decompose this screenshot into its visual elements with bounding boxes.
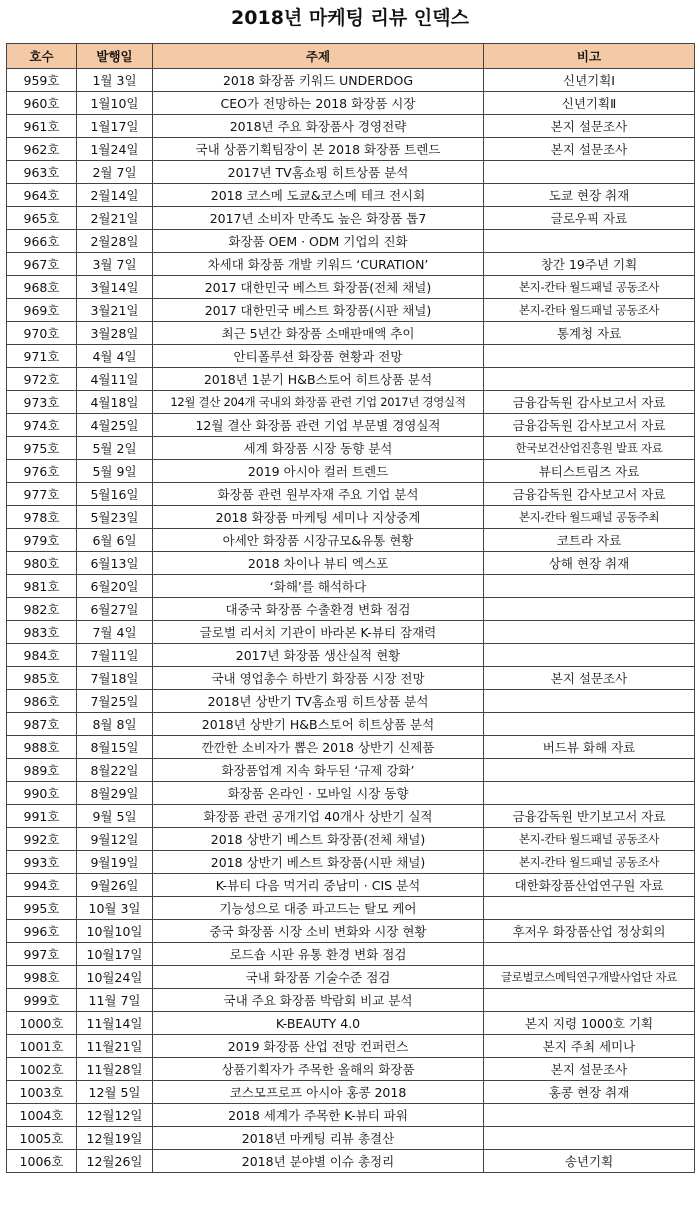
table-row <box>7 184 695 207</box>
publish-date-cell: 4월18일 <box>77 391 153 414</box>
issue-number-cell: 991호 <box>7 805 77 828</box>
table-row <box>7 920 695 943</box>
issue-number-cell: 1002호 <box>7 1058 77 1081</box>
topic-cell: 국내 영업총수 하반기 화장품 시장 전망 <box>153 667 484 690</box>
remarks-cell: 창간 19주년 기획 <box>484 253 695 276</box>
topic-cell: 2018년 상반기 TV홈쇼핑 히트상품 분석 <box>153 690 484 713</box>
issue-number-cell: 959호 <box>7 69 77 92</box>
table-row <box>7 1012 695 1035</box>
table-row <box>7 207 695 230</box>
publish-date-cell: 12월12일 <box>77 1104 153 1127</box>
table-row <box>7 598 695 621</box>
issue-number-cell: 1003호 <box>7 1081 77 1104</box>
remarks-cell: 본지 설문조사 <box>484 115 695 138</box>
table-row <box>7 460 695 483</box>
remarks-cell <box>484 897 695 920</box>
publish-date-cell: 5월 2일 <box>77 437 153 460</box>
topic-cell: 글로벌 리서치 기관이 바라본 K-뷰티 잠재력 <box>153 621 484 644</box>
table-row <box>7 115 695 138</box>
header-remarks: 비고 <box>484 44 695 69</box>
remarks-cell <box>484 713 695 736</box>
publish-date-cell: 2월21일 <box>77 207 153 230</box>
topic-cell: 기능성으로 대중 파고드는 탈모 케어 <box>153 897 484 920</box>
issue-number-cell: 995호 <box>7 897 77 920</box>
table-row <box>7 805 695 828</box>
topic-cell: 2018 화장품 마케팅 세미나 지상중계 <box>153 506 484 529</box>
issue-number-cell: 993호 <box>7 851 77 874</box>
topic-cell: 화장품업계 지속 화두된 ‘규제 강화’ <box>153 759 484 782</box>
remarks-cell: 버드뷰 화해 자료 <box>484 736 695 759</box>
topic-cell: 2017 대한민국 베스트 화장품(시판 채널) <box>153 299 484 322</box>
publish-date-cell: 9월19일 <box>77 851 153 874</box>
header-topic: 주제 <box>153 44 484 69</box>
table-row <box>7 345 695 368</box>
topic-cell: 화장품 OEM · ODM 기업의 진화 <box>153 230 484 253</box>
publish-date-cell: 7월25일 <box>77 690 153 713</box>
table-header <box>7 44 695 69</box>
table-row <box>7 713 695 736</box>
issue-number-cell: 1001호 <box>7 1035 77 1058</box>
publish-date-cell: 8월22일 <box>77 759 153 782</box>
header-publish-date: 발행일 <box>77 44 153 69</box>
remarks-cell: 본지 설문조사 <box>484 138 695 161</box>
topic-cell: K-BEAUTY 4.0 <box>153 1012 484 1035</box>
remarks-cell: 본지 설문조사 <box>484 667 695 690</box>
table-row <box>7 989 695 1012</box>
publish-date-cell: 2월14일 <box>77 184 153 207</box>
topic-cell: 국내 상품기획팀장이 본 2018 화장품 트렌드 <box>153 138 484 161</box>
topic-cell: 2019 아시아 컬러 트렌드 <box>153 460 484 483</box>
publish-date-cell: 1월17일 <box>77 115 153 138</box>
publish-date-cell: 6월13일 <box>77 552 153 575</box>
topic-cell: 2018년 1분기 H&B스토어 히트상품 분석 <box>153 368 484 391</box>
remarks-cell: 본지 지령 1000호 기획 <box>484 1012 695 1035</box>
topic-cell: ‘화해’를 해석하다 <box>153 575 484 598</box>
publish-date-cell: 10월24일 <box>77 966 153 989</box>
header-row <box>7 44 695 69</box>
remarks-cell <box>484 368 695 391</box>
topic-cell: 2018 화장품 키워드 UNDERDOG <box>153 69 484 92</box>
table-row <box>7 437 695 460</box>
remarks-cell <box>484 345 695 368</box>
table-body <box>7 69 695 1173</box>
index-table <box>6 43 695 1173</box>
publish-date-cell: 1월10일 <box>77 92 153 115</box>
remarks-cell <box>484 621 695 644</box>
publish-date-cell: 11월21일 <box>77 1035 153 1058</box>
issue-number-cell: 978호 <box>7 506 77 529</box>
publish-date-cell: 7월 4일 <box>77 621 153 644</box>
table-row <box>7 1104 695 1127</box>
issue-number-cell: 968호 <box>7 276 77 299</box>
table-row <box>7 621 695 644</box>
publish-date-cell: 6월27일 <box>77 598 153 621</box>
publish-date-cell: 9월12일 <box>77 828 153 851</box>
table-row <box>7 1081 695 1104</box>
topic-cell: 12월 결산 204개 국내외 화장품 관련 기업 2017년 경영실적 <box>153 391 484 414</box>
table-row <box>7 483 695 506</box>
topic-cell: 상품기획자가 주목한 올해의 화장품 <box>153 1058 484 1081</box>
publish-date-cell: 10월17일 <box>77 943 153 966</box>
table-row <box>7 138 695 161</box>
remarks-cell: 대한화장품산업연구원 자료 <box>484 874 695 897</box>
issue-number-cell: 983호 <box>7 621 77 644</box>
remarks-cell: 글로우픽 자료 <box>484 207 695 230</box>
remarks-cell: 본지-칸타 월드패널 공동조사 <box>484 276 695 299</box>
table-row <box>7 897 695 920</box>
table-row <box>7 575 695 598</box>
issue-number-cell: 960호 <box>7 92 77 115</box>
table-row <box>7 851 695 874</box>
table-row <box>7 759 695 782</box>
issue-number-cell: 992호 <box>7 828 77 851</box>
issue-number-cell: 970호 <box>7 322 77 345</box>
issue-number-cell: 964호 <box>7 184 77 207</box>
issue-number-cell: 997호 <box>7 943 77 966</box>
table-row <box>7 552 695 575</box>
topic-cell: 대중국 화장품 수출환경 변화 점검 <box>153 598 484 621</box>
issue-number-cell: 977호 <box>7 483 77 506</box>
issue-number-cell: 969호 <box>7 299 77 322</box>
publish-date-cell: 10월10일 <box>77 920 153 943</box>
publish-date-cell: 8월 8일 <box>77 713 153 736</box>
issue-number-cell: 984호 <box>7 644 77 667</box>
topic-cell: 깐깐한 소비자가 뽑은 2018 상반기 신제품 <box>153 736 484 759</box>
publish-date-cell: 12월26일 <box>77 1150 153 1173</box>
remarks-cell: 뷰티스트림즈 자료 <box>484 460 695 483</box>
remarks-cell <box>484 161 695 184</box>
topic-cell: CEO가 전망하는 2018 화장품 시장 <box>153 92 484 115</box>
remarks-cell: 본지-칸타 월드패널 공동조사 <box>484 851 695 874</box>
remarks-cell: 홍콩 현장 취재 <box>484 1081 695 1104</box>
remarks-cell <box>484 690 695 713</box>
table-row <box>7 506 695 529</box>
remarks-cell: 후저우 화장품산업 정상회의 <box>484 920 695 943</box>
issue-number-cell: 996호 <box>7 920 77 943</box>
issue-number-cell: 975호 <box>7 437 77 460</box>
remarks-cell: 도쿄 현장 취재 <box>484 184 695 207</box>
remarks-cell: 본지-칸타 월드패널 공동조사 <box>484 828 695 851</box>
issue-number-cell: 987호 <box>7 713 77 736</box>
publish-date-cell: 11월28일 <box>77 1058 153 1081</box>
topic-cell: 2018년 주요 화장품사 경영전략 <box>153 115 484 138</box>
publish-date-cell: 3월21일 <box>77 299 153 322</box>
table-row <box>7 667 695 690</box>
table-row <box>7 391 695 414</box>
publish-date-cell: 5월 9일 <box>77 460 153 483</box>
issue-number-cell: 980호 <box>7 552 77 575</box>
publish-date-cell: 1월 3일 <box>77 69 153 92</box>
topic-cell: 안티폴루션 화장품 현황과 전망 <box>153 345 484 368</box>
publish-date-cell: 9월 5일 <box>77 805 153 828</box>
topic-cell: 2018 상반기 베스트 화장품(시판 채널) <box>153 851 484 874</box>
issue-number-cell: 974호 <box>7 414 77 437</box>
remarks-cell: 금융감독원 감사보고서 자료 <box>484 483 695 506</box>
remarks-cell <box>484 943 695 966</box>
topic-cell: 2018년 마케팅 리뷰 총결산 <box>153 1127 484 1150</box>
issue-number-cell: 971호 <box>7 345 77 368</box>
topic-cell: 2018년 상반기 H&B스토어 히트상품 분석 <box>153 713 484 736</box>
remarks-cell <box>484 1127 695 1150</box>
table-row <box>7 782 695 805</box>
publish-date-cell: 2월 7일 <box>77 161 153 184</box>
issue-number-cell: 1006호 <box>7 1150 77 1173</box>
publish-date-cell: 11월 7일 <box>77 989 153 1012</box>
remarks-cell: 한국보건산업진흥원 발표 자료 <box>484 437 695 460</box>
remarks-cell <box>484 644 695 667</box>
issue-number-cell: 985호 <box>7 667 77 690</box>
issue-number-cell: 972호 <box>7 368 77 391</box>
table-row <box>7 1127 695 1150</box>
table-row <box>7 529 695 552</box>
topic-cell: 2018 차이나 뷰티 엑스포 <box>153 552 484 575</box>
publish-date-cell: 5월23일 <box>77 506 153 529</box>
remarks-cell: 금융감독원 감사보고서 자료 <box>484 414 695 437</box>
issue-number-cell: 976호 <box>7 460 77 483</box>
header-issue-number: 호수 <box>7 44 77 69</box>
issue-number-cell: 967호 <box>7 253 77 276</box>
publish-date-cell: 5월16일 <box>77 483 153 506</box>
publish-date-cell: 3월 7일 <box>77 253 153 276</box>
issue-number-cell: 998호 <box>7 966 77 989</box>
publish-date-cell: 4월25일 <box>77 414 153 437</box>
topic-cell: 국내 화장품 기술수준 점검 <box>153 966 484 989</box>
table-row <box>7 322 695 345</box>
remarks-cell: 글로벌코스메틱연구개발사업단 자료 <box>484 966 695 989</box>
publish-date-cell: 7월18일 <box>77 667 153 690</box>
topic-cell: 세계 화장품 시장 동향 분석 <box>153 437 484 460</box>
issue-number-cell: 966호 <box>7 230 77 253</box>
remarks-cell <box>484 989 695 1012</box>
topic-cell: 2017년 TV홈쇼핑 히트상품 분석 <box>153 161 484 184</box>
topic-cell: 코스모프로프 아시아 홍콩 2018 <box>153 1081 484 1104</box>
publish-date-cell: 6월20일 <box>77 575 153 598</box>
remarks-cell: 송년기획 <box>484 1150 695 1173</box>
table-row <box>7 1035 695 1058</box>
table-row <box>7 230 695 253</box>
topic-cell: K-뷰티 다음 먹거리 중남미 · CIS 분석 <box>153 874 484 897</box>
table-row <box>7 253 695 276</box>
remarks-cell <box>484 759 695 782</box>
issue-number-cell: 961호 <box>7 115 77 138</box>
remarks-cell: 본지 주최 세미나 <box>484 1035 695 1058</box>
table-row <box>7 1058 695 1081</box>
issue-number-cell: 999호 <box>7 989 77 1012</box>
remarks-cell: 통계청 자료 <box>484 322 695 345</box>
remarks-cell <box>484 598 695 621</box>
topic-cell: 2017년 화장품 생산실적 현황 <box>153 644 484 667</box>
topic-cell: 아세안 화장품 시장규모&유통 현황 <box>153 529 484 552</box>
page-title: 2018년 마케팅 리뷰 인덱스 <box>231 7 469 29</box>
remarks-cell: 금융감독원 감사보고서 자료 <box>484 391 695 414</box>
table-row <box>7 644 695 667</box>
issue-number-cell: 986호 <box>7 690 77 713</box>
topic-cell: 12월 결산 화장품 관련 기업 부문별 경영실적 <box>153 414 484 437</box>
issue-number-cell: 990호 <box>7 782 77 805</box>
table-row <box>7 690 695 713</box>
remarks-cell: 신년기획Ⅰ <box>484 69 695 92</box>
topic-cell: 2018 세계가 주목한 K-뷰티 파워 <box>153 1104 484 1127</box>
publish-date-cell: 4월11일 <box>77 368 153 391</box>
table-row <box>7 1150 695 1173</box>
publish-date-cell: 3월14일 <box>77 276 153 299</box>
table-row <box>7 69 695 92</box>
remarks-cell: 본지-칸타 월드패널 공동주최 <box>484 506 695 529</box>
issue-number-cell: 1000호 <box>7 1012 77 1035</box>
topic-cell: 2017 대한민국 베스트 화장품(전체 채널) <box>153 276 484 299</box>
remarks-cell: 금융감독원 반기보고서 자료 <box>484 805 695 828</box>
issue-number-cell: 962호 <box>7 138 77 161</box>
publish-date-cell: 11월14일 <box>77 1012 153 1035</box>
issue-number-cell: 994호 <box>7 874 77 897</box>
publish-date-cell: 9월26일 <box>77 874 153 897</box>
publish-date-cell: 7월11일 <box>77 644 153 667</box>
table-row <box>7 299 695 322</box>
publish-date-cell: 8월29일 <box>77 782 153 805</box>
issue-number-cell: 988호 <box>7 736 77 759</box>
topic-cell: 국내 주요 화장품 박람회 비교 분석 <box>153 989 484 1012</box>
topic-cell: 2018 상반기 베스트 화장품(전체 채널) <box>153 828 484 851</box>
topic-cell: 2018 코스메 도쿄&코스메 테크 전시회 <box>153 184 484 207</box>
table-row <box>7 736 695 759</box>
table-row <box>7 943 695 966</box>
publish-date-cell: 1월24일 <box>77 138 153 161</box>
topic-cell: 화장품 온라인 · 모바일 시장 동향 <box>153 782 484 805</box>
publish-date-cell: 4월 4일 <box>77 345 153 368</box>
publish-date-cell: 6월 6일 <box>77 529 153 552</box>
remarks-cell: 신년기획Ⅱ <box>484 92 695 115</box>
publish-date-cell: 12월19일 <box>77 1127 153 1150</box>
remarks-cell: 본지-칸타 월드패널 공동조사 <box>484 299 695 322</box>
remarks-cell: 상해 현장 취재 <box>484 552 695 575</box>
remarks-cell <box>484 782 695 805</box>
table-row <box>7 92 695 115</box>
issue-number-cell: 979호 <box>7 529 77 552</box>
remarks-cell: 본지 설문조사 <box>484 1058 695 1081</box>
issue-number-cell: 973호 <box>7 391 77 414</box>
topic-cell: 화장품 관련 공개기업 40개사 상반기 실적 <box>153 805 484 828</box>
publish-date-cell: 10월 3일 <box>77 897 153 920</box>
publish-date-cell: 2월28일 <box>77 230 153 253</box>
remarks-cell <box>484 1104 695 1127</box>
table-row <box>7 874 695 897</box>
issue-number-cell: 981호 <box>7 575 77 598</box>
issue-number-cell: 1004호 <box>7 1104 77 1127</box>
publish-date-cell: 3월28일 <box>77 322 153 345</box>
publish-date-cell: 8월15일 <box>77 736 153 759</box>
topic-cell: 차세대 화장품 개발 키워드 ‘CURATION’ <box>153 253 484 276</box>
table-row <box>7 966 695 989</box>
remarks-cell <box>484 230 695 253</box>
topic-cell: 2019 화장품 산업 전망 컨퍼런스 <box>153 1035 484 1058</box>
table-row <box>7 414 695 437</box>
topic-cell: 2017년 소비자 만족도 높은 화장품 톱7 <box>153 207 484 230</box>
topic-cell: 화장품 관련 원부자재 주요 기업 분석 <box>153 483 484 506</box>
issue-number-cell: 963호 <box>7 161 77 184</box>
topic-cell: 2018년 분야별 이슈 총정리 <box>153 1150 484 1173</box>
topic-cell: 최근 5년간 화장품 소매판매액 추이 <box>153 322 484 345</box>
table-row <box>7 828 695 851</box>
issue-number-cell: 965호 <box>7 207 77 230</box>
issue-number-cell: 982호 <box>7 598 77 621</box>
table-row <box>7 276 695 299</box>
issue-number-cell: 1005호 <box>7 1127 77 1150</box>
issue-number-cell: 989호 <box>7 759 77 782</box>
topic-cell: 로드숍 시판 유통 환경 변화 점검 <box>153 943 484 966</box>
topic-cell: 중국 화장품 시장 소비 변화와 시장 현황 <box>153 920 484 943</box>
table-row <box>7 368 695 391</box>
publish-date-cell: 12월 5일 <box>77 1081 153 1104</box>
table-row <box>7 161 695 184</box>
remarks-cell: 코트라 자료 <box>484 529 695 552</box>
remarks-cell <box>484 575 695 598</box>
